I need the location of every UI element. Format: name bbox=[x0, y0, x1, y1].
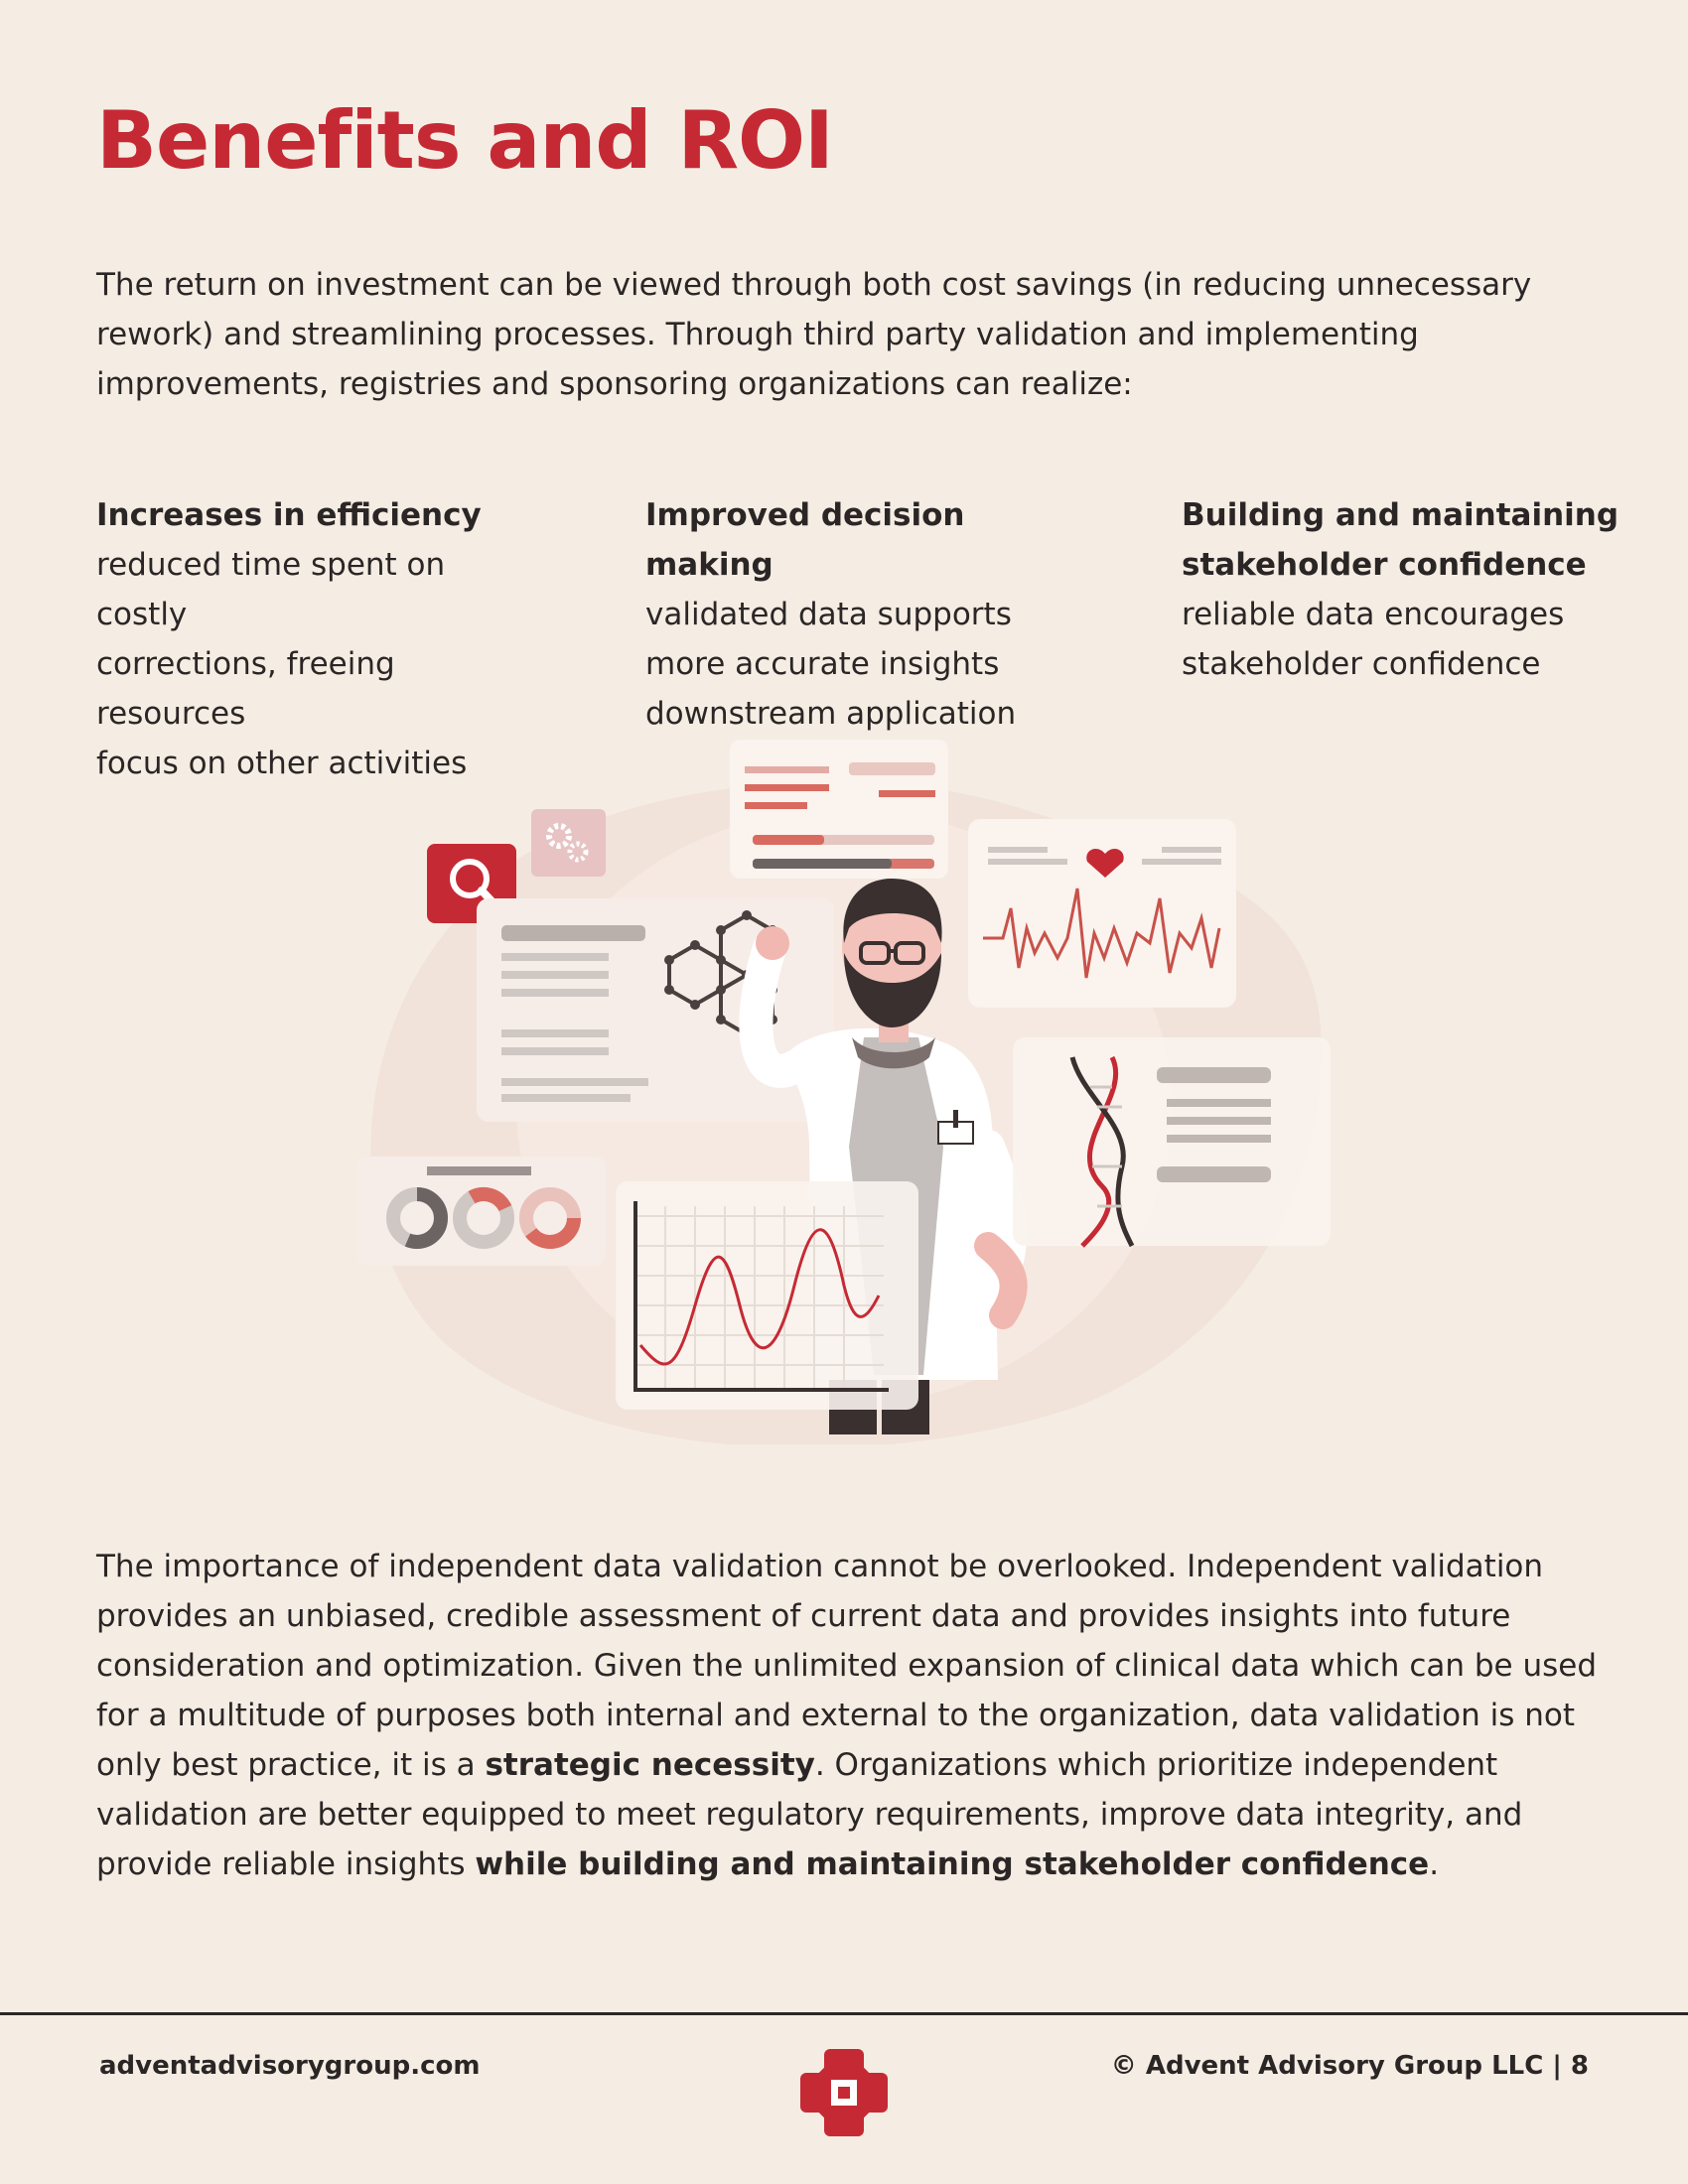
benefit-line: validated data supports bbox=[645, 597, 1012, 632]
closing-text: The importance of independent data validation cannot be overlooked. Independent validation provides an unbiased, credible assessment of current data and provides insights into future consideration and optimization. Given the unlimited expansion of clinical data which can be used for a multitude of purposes both internal and external to the organization, data validation is not only best practice, it is a bbox=[96, 1549, 1598, 1783]
closing-text: . bbox=[1429, 1846, 1440, 1882]
footer-copyright: © Advent Advisory Group LLC | 8 bbox=[1110, 2051, 1589, 2081]
closing-paragraph bbox=[96, 1542, 1606, 1889]
donut-card bbox=[357, 1157, 606, 1266]
benefit-line: focus on other activities bbox=[96, 746, 468, 781]
benefit-line: more accurate insights bbox=[645, 646, 1000, 682]
page-title: Benefits and ROI bbox=[96, 94, 833, 187]
gear-icon bbox=[531, 809, 606, 877]
benefit-heading: stakeholder confidence bbox=[1182, 547, 1587, 583]
benefit-line: reliable data encourages bbox=[1182, 597, 1565, 632]
benefit-heading: Increases in efficiency bbox=[96, 497, 482, 533]
benefit-line: corrections, freeing resources bbox=[96, 646, 395, 732]
benefit-line: reduced time spent on costly bbox=[96, 547, 446, 632]
benefit-heading: Building and maintaining bbox=[1182, 497, 1619, 533]
benefit-decision-making bbox=[645, 490, 1092, 739]
footer-divider bbox=[0, 2012, 1688, 2015]
benefit-stakeholder-confidence bbox=[1182, 490, 1628, 689]
heart-rate-card bbox=[968, 819, 1236, 1008]
footer-website[interactable]: adventadvisorygroup.com bbox=[99, 2051, 481, 2081]
closing-text: . Organizations which prioritize independent validation are better equipped to meet regulatory requirements, improve data integrity, and provide reliable insights bbox=[96, 1747, 1523, 1882]
scientist-illustration bbox=[328, 730, 1350, 1444]
closing-emphasis: strategic necessity bbox=[485, 1747, 815, 1783]
wave-chart-card bbox=[616, 1181, 918, 1410]
intro-paragraph: The return on investment can be viewed through both cost savings (in reducing unnecessary rework) and streamlining processes. Through third party validation and implementing improvements, registries and sponsoring organizations can realize: bbox=[96, 267, 1532, 402]
report-card bbox=[730, 740, 948, 879]
benefit-heading: Improved decision making bbox=[645, 497, 965, 583]
closing-emphasis: while building and maintaining stakeholder confidence bbox=[475, 1846, 1430, 1882]
benefit-line: downstream application bbox=[645, 696, 1017, 732]
logo-icon bbox=[794, 2043, 894, 2142]
benefit-line: stakeholder confidence bbox=[1182, 646, 1541, 682]
dna-card bbox=[1013, 1037, 1331, 1246]
